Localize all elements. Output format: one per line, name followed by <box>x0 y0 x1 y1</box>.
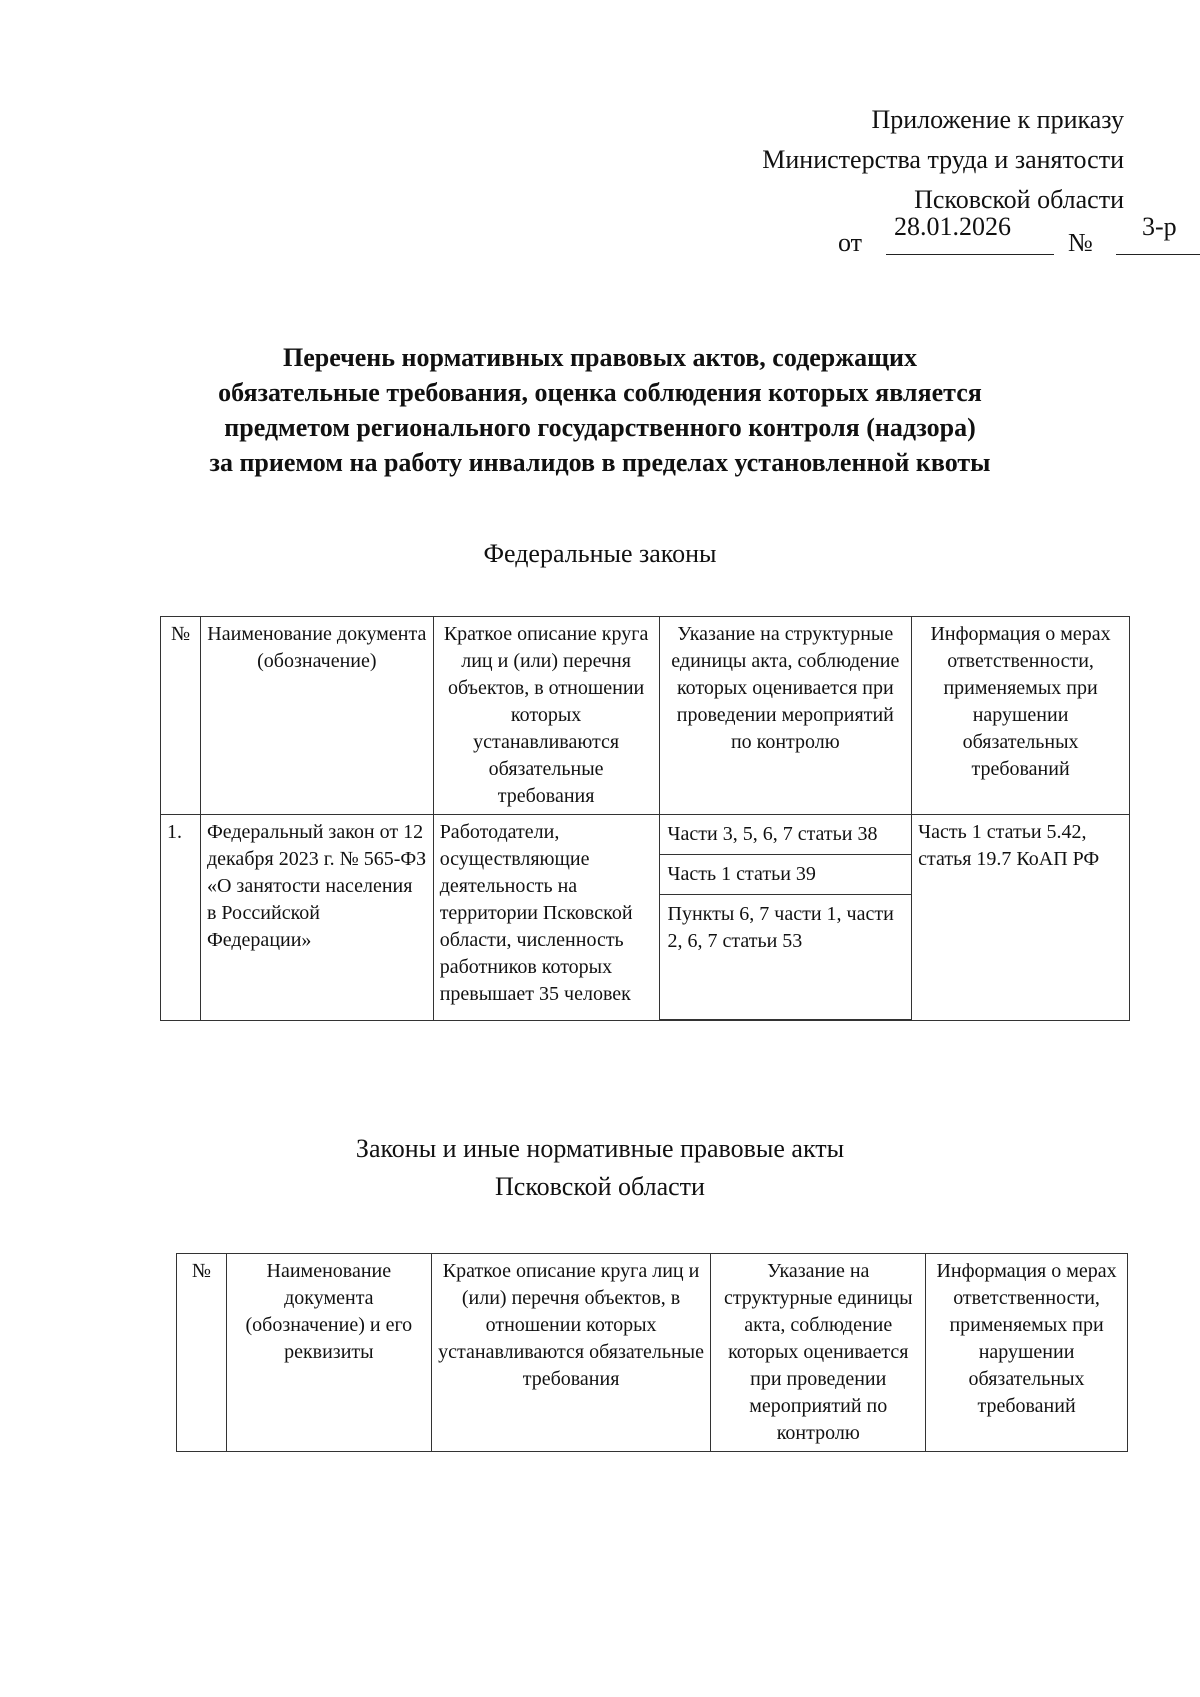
structural-unit: Пункты 6, 7 части 1, части 2, 6, 7 статьи 53 <box>660 895 912 1020</box>
structural-unit: Части 3, 5, 6, 7 статьи 38 <box>660 815 912 855</box>
appendix-header <box>604 100 1124 220</box>
title-line-3: предметом регионального государственного контроля (надзора) <box>224 413 976 442</box>
title-line-2: обязательные требования, оценка соблюдения которых является <box>218 378 982 407</box>
row-name: Федеральный закон от 12 декабря 2023 г. № 565-ФЗ «О занятости населения в Российской Федерации» <box>200 815 433 1021</box>
row-resp: Часть 1 статьи 5.42, статья 19.7 КоАП РФ <box>912 815 1130 1021</box>
header-units: Указание на структурные единицы акта, соблюдение которых оценивается при проведении мероприятий по контролю <box>659 617 912 815</box>
header-units: Указание на структурные единицы акта, соблюдение которых оценивается при проведении мероприятий по контролю <box>711 1254 926 1452</box>
regional-laws-table <box>176 1253 1128 1452</box>
title-line-1: Перечень нормативных правовых актов, содержащих <box>282 343 918 372</box>
order-date: 28.01.2026 <box>894 212 1011 241</box>
date-field <box>886 210 1054 255</box>
header-name: Наименование документа (обозначение) и его реквизиты <box>226 1254 431 1452</box>
table-header-row <box>177 1254 1128 1452</box>
row-num: 1. <box>161 815 201 1021</box>
section-regional-line-1: Законы и иные нормативные правовые акты <box>355 1134 845 1163</box>
order-reference <box>604 210 1177 260</box>
header-line-2: Министерства труда и занятости <box>762 145 1124 174</box>
header-desc: Краткое описание круга лиц и (или) перечня объектов, в отношении которых устанавливаются обязательные требования <box>431 1254 711 1452</box>
header-name: Наименование документа (обозначение) <box>200 617 433 815</box>
header-num: № <box>161 617 201 815</box>
header-resp: Информация о мерах ответственности, применяемых при нарушении обязательных требований <box>912 617 1130 815</box>
table-row <box>161 815 1130 1021</box>
header-resp: Информация о мерах ответственности, применяемых при нарушении обязательных требований <box>926 1254 1128 1452</box>
structural-unit: Часть 1 статьи 39 <box>660 855 912 895</box>
number-label: № <box>1068 228 1093 257</box>
header-num: № <box>177 1254 227 1452</box>
header-line-1: Приложение к приказу <box>871 105 1124 134</box>
number-field <box>1116 210 1200 255</box>
header-line-3: Псковской области <box>914 185 1124 214</box>
header-desc: Краткое описание круга лиц и (или) перечня объектов, в отношении которых устанавливаются обязательные требования <box>433 617 659 815</box>
row-desc: Работодатели, осуществляющие деятельность на территории Псковской области, численность работников которых превышает 35 человек <box>433 815 659 1021</box>
document-title <box>120 340 1080 480</box>
section-federal-title: Федеральные законы <box>483 539 717 568</box>
ot-label: от <box>838 228 863 257</box>
federal-laws-table <box>160 616 1130 1021</box>
section-regional-title <box>120 1130 1080 1206</box>
table-header-row <box>161 617 1130 815</box>
row-structural-units <box>659 815 912 1021</box>
order-number: 3-р <box>1142 212 1177 241</box>
section-regional-line-2: Псковской области <box>495 1172 705 1201</box>
title-line-4: за приемом на работу инвалидов в пределах установленной квоты <box>209 448 991 477</box>
